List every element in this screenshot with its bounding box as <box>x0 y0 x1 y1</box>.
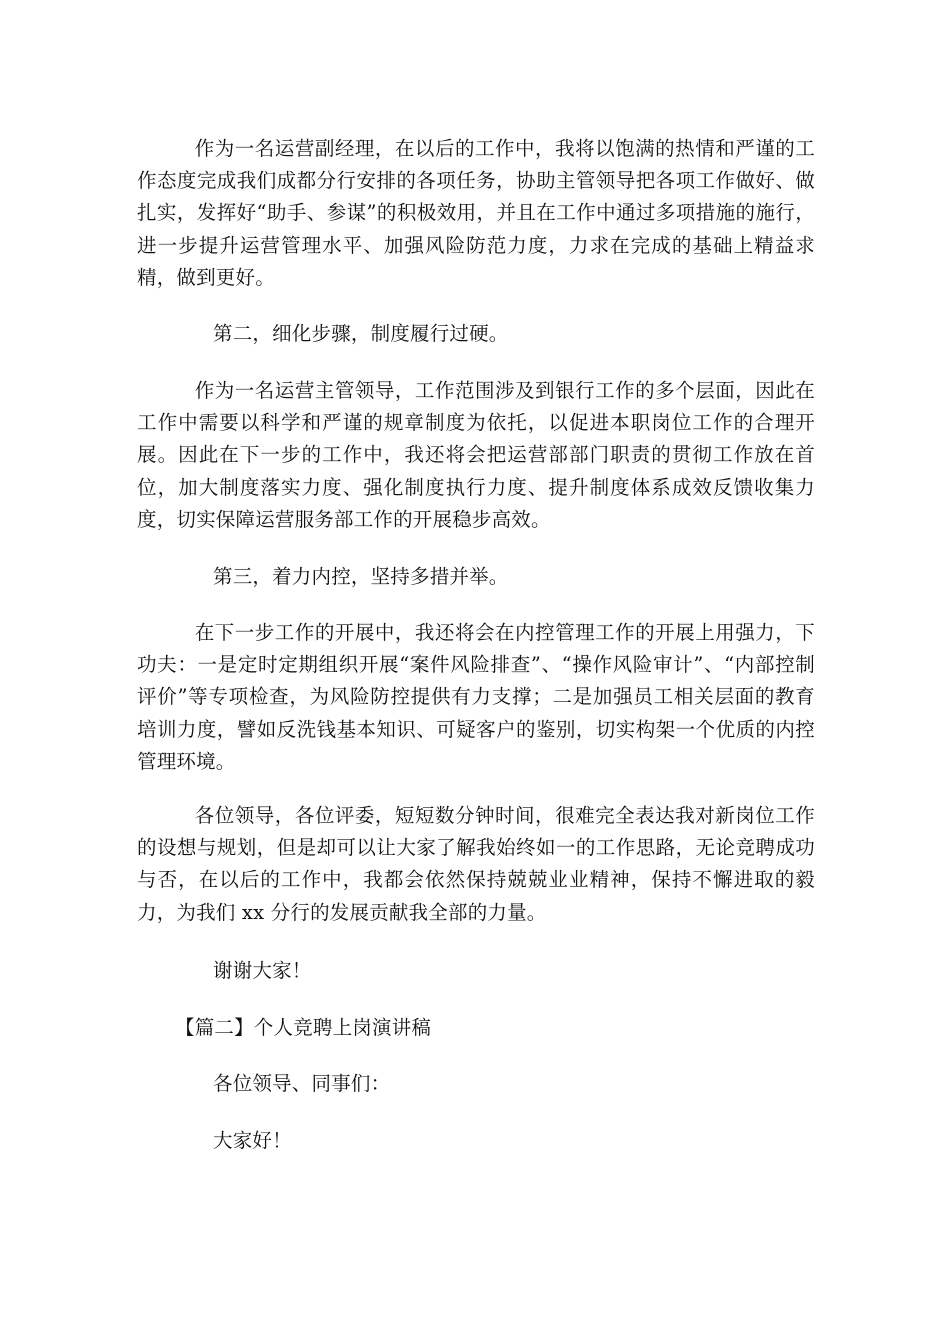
paragraph-intro: 作为一名运营副经理，在以后的工作中，我将以饱满的热情和严谨的工作态度完成我们成都分行安排的各项任务，协助主管领导把各项工作做好、做扎实，发挥好“助手、参谋”的积极效用，并且在工作中通过多项措施的施行，进一步提升运营管理水平、加强风险防范力度，力求在完成的基础上精益求精，做到更好。 <box>137 137 815 289</box>
paragraph-point-three-body: 在下一步工作的开展中，我还将会在内控管理工作的开展上用强力，下功夫：一是定时定期组织开展“案件风险排查”、“操作风险审计”、“内部控制评价”等专项检查，为风险防控提供有力支撑；二是加强员工相关层面的教育培训力度，譬如反洗钱基本知识、可疑客户的鉴别，切实构架一个优质的内控管理环境。 <box>137 621 815 773</box>
paragraph-thanks: 谢谢大家！ <box>213 959 312 982</box>
paragraph-point-three: 第三，着力内控，坚持多措并举。 <box>213 565 509 588</box>
paragraph-point-two: 第二，细化步骤，制度履行过硬。 <box>213 322 509 345</box>
paragraph-greeting: 大家好！ <box>213 1129 292 1152</box>
paragraph-closing: 各位领导，各位评委，短短数分钟时间，很难完全表达我对新岗位工作的设想与规划，但是却可以让大家了解我始终如一的工作思路，无论竞聘成功与否，在以后的工作中，我都会依然保持兢兢业业精神，保持不懈进取的毅力，为我们 xx 分行的发展贡献我全部的力量。 <box>137 804 815 924</box>
section-heading: 【篇二】个人竞聘上岗演讲稿 <box>175 1016 432 1039</box>
paragraph-point-two-body: 作为一名运营主管领导，工作范围涉及到银行工作的多个层面，因此在工作中需要以科学和严谨的规章制度为依托，以促进本职岗位工作的合理开展。因此在下一步的工作中，我还将会把运营部部门职责的贯彻工作放在首位，加大制度落实力度、强化制度执行力度、提升制度体系成效反馈收集力度，切实保障运营服务部工作的开展稳步高效。 <box>137 379 815 531</box>
paragraph-salutation: 各位领导、同事们： <box>213 1072 391 1095</box>
